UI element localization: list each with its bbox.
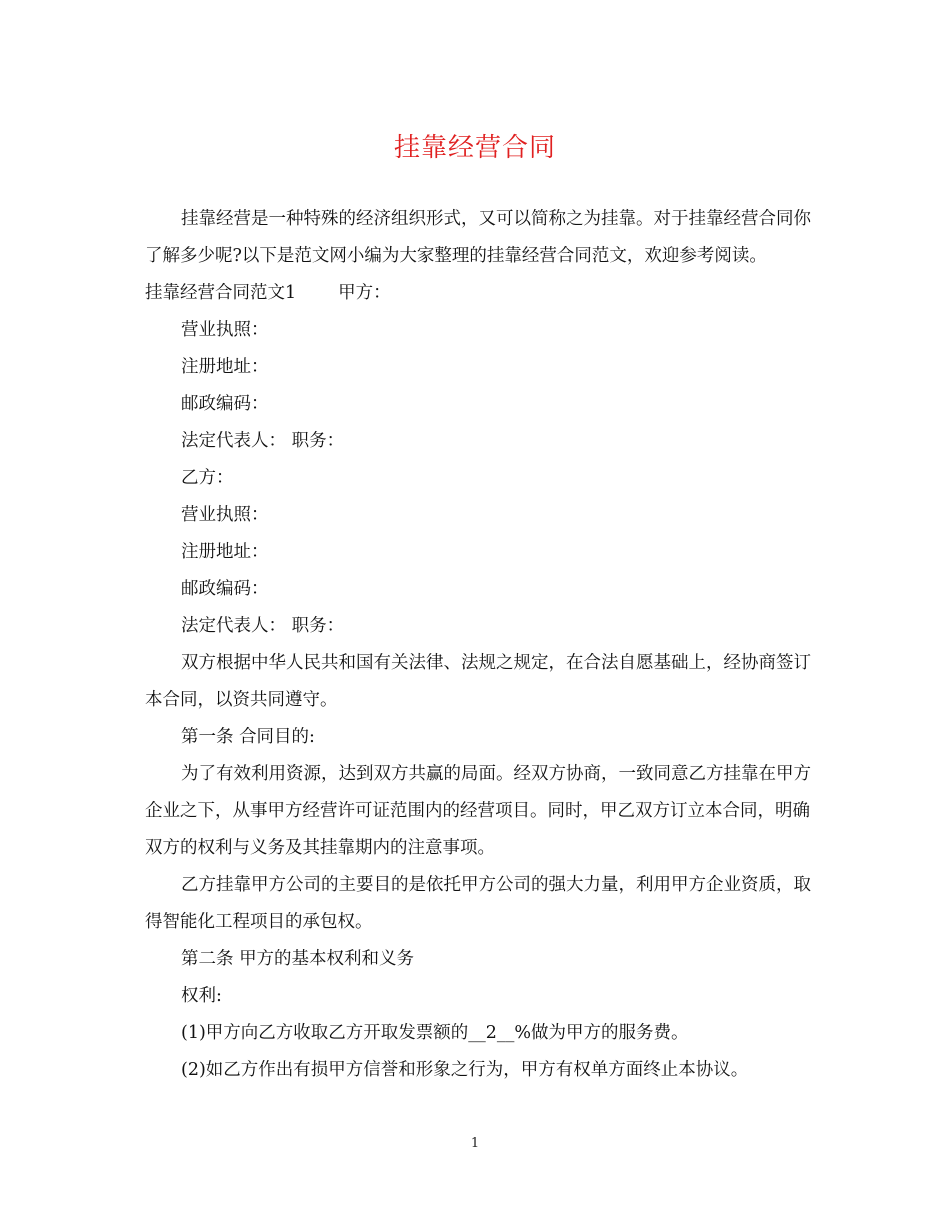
sample-heading: 挂靠经营合同范文1: [145, 283, 297, 303]
party-b-rep-line: [145, 608, 811, 645]
page-number: 1: [470, 1136, 480, 1151]
party-b-postcode: 邮政编码：: [181, 579, 269, 599]
document-title: 挂靠经营合同: [393, 133, 556, 163]
rights-label: 权利:: [181, 986, 222, 1006]
party-b-rep: 法定代表人：: [181, 616, 286, 636]
intro-paragraph: 挂靠经营是一种特殊的经济组织形式，又可以简称之为挂靠。对于挂靠经营合同你了解多少呢?以下是范文网小编为大家整理的挂靠经营合同范文，欢迎参考阅读。: [145, 209, 811, 266]
right-item-1: (1)甲方向乙方收取乙方开取发票额的__2__%做为甲方的服务费。: [181, 1023, 689, 1043]
party-a-license: 营业执照：: [181, 320, 269, 340]
document-body: [145, 201, 811, 1089]
article-1-paragraph-1: 为了有效利用资源，达到双方共赢的局面。经双方协商，一致同意乙方挂靠在甲方企业之下，从事甲方经营许可证范围内的经营项目。同时，甲乙双方订立本合同，明确双方的权利与义务及其挂靠期内的注意事项。: [145, 764, 811, 858]
article-1-title: 第一条 合同目的:: [181, 727, 315, 747]
party-a-position: 职务：: [291, 431, 345, 451]
party-a-label: 甲方：: [338, 283, 391, 303]
party-b-position: 职务：: [291, 616, 345, 636]
sample-heading-line: [145, 275, 811, 312]
right-item-2: (2)如乙方作出有损甲方信誉和形象之行为，甲方有权单方面终止本协议。: [181, 1060, 749, 1080]
party-a-address: 注册地址：: [181, 357, 269, 377]
party-a-postcode: 邮政编码：: [181, 394, 269, 414]
party-b-license: 营业执照：: [181, 505, 269, 525]
party-b-label: 乙方：: [181, 468, 234, 488]
party-b-address: 注册地址：: [181, 542, 269, 562]
party-a-rep: 法定代表人：: [181, 431, 286, 451]
article-2-title: 第二条 甲方的基本权利和义务: [181, 949, 415, 969]
article-1-paragraph-2: 乙方挂靠甲方公司的主要目的是依托甲方公司的强大力量，利用甲方企业资质，取得智能化工程项目的承包权。: [145, 875, 811, 932]
party-a-rep-line: [145, 423, 811, 460]
preamble-paragraph: 双方根据中华人民共和国有关法律、法规之规定，在合法自愿基础上，经协商签订本合同，以资共同遵守。: [145, 653, 811, 710]
